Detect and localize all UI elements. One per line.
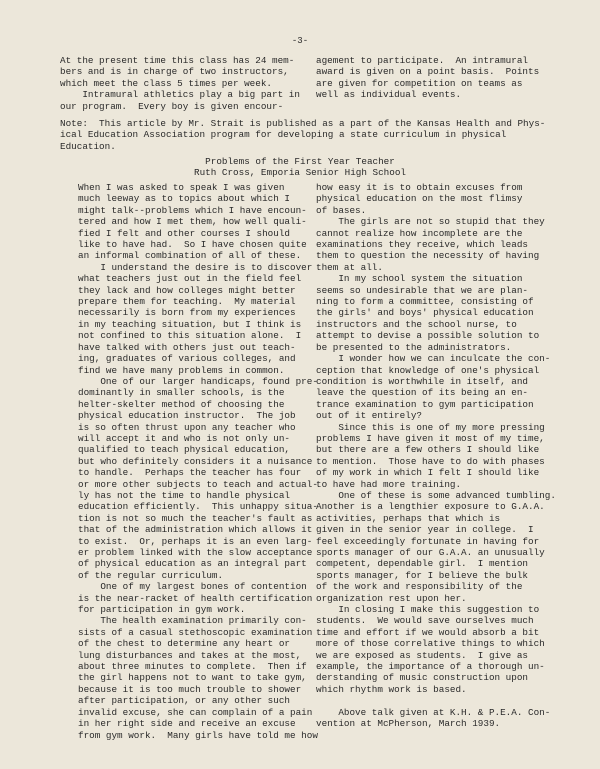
text-line: of bases. [316, 204, 367, 216]
text-line: instructors and the school nurse, to [316, 318, 517, 330]
text-line: One of these is some advanced tumbling. [316, 489, 556, 501]
text-line: is the near-racket of health certification [78, 592, 313, 604]
text-line: find we have many problems in common. [78, 364, 285, 376]
text-line: leave the question of its being an en- [316, 387, 529, 399]
text-line: Note: This article by Mr. Strait is published as a part of the Kansas Health and Phys- [60, 118, 546, 129]
text-line: might talk--problems which I have encoun- [78, 204, 307, 216]
text-line: I understand the desire is to discover [78, 261, 313, 273]
text-line: time and effort if we would absorb a bit [316, 626, 540, 638]
text-line: condition is worthwhile in itself, and [316, 375, 529, 387]
text-line: Intramural athletics play a big part in [60, 89, 300, 101]
text-line: how easy it is to obtain excuses from [316, 182, 523, 193]
text-line: trance examination to gym participation [316, 398, 534, 410]
article-heading [0, 156, 600, 179]
text-line: example, the importance of a thorough un- [316, 661, 545, 673]
text-line: prepare them for teaching. My material [78, 296, 296, 308]
text-line: organization rest upon her. [316, 592, 467, 604]
text-line: lung disturbances and takes at the most, [78, 649, 302, 661]
text-line: to have had more training. [316, 478, 462, 490]
text-line: in my teaching situation, but I think is [78, 318, 302, 330]
text-line: but who definitely considers it a nuisance [78, 455, 313, 467]
text-line: be presented to the administrators. [316, 341, 512, 353]
text-line: are given for competition on teams as [316, 77, 523, 89]
text-line: At the present time this class has 24 mem- [60, 55, 295, 66]
editor-note [60, 118, 545, 152]
text-line: in her right side and receive an excuse [78, 718, 296, 730]
text-line: competent, dependable girl. I mention [316, 558, 529, 570]
text-line: problems I have given it most of my time, [316, 432, 545, 444]
text-line: examinations they receive, which leads [316, 239, 529, 251]
text-line: ning to form a committee, consisting of [316, 296, 534, 308]
text-line: cannot realize how incomplete are the [316, 227, 523, 239]
text-line: because it is too much trouble to shower [78, 683, 302, 695]
text-line: to exist. Or, perhaps it is an even larg- [78, 535, 313, 547]
text-line: the girl happens not to want to take gym, [78, 672, 307, 684]
text-line: given in the senior year in college. I [316, 524, 534, 536]
text-line: award is given on a point basis. Points [316, 66, 540, 78]
text-line: ing, graduates of various colleges, and [78, 353, 296, 365]
text-line: attempt to devise a possible solution to [316, 330, 540, 342]
text-line: that of the administration which allows it [78, 524, 313, 536]
text-line: more of those correlative things to which [316, 638, 545, 650]
text-line: what teachers just out in the field feel [78, 273, 302, 285]
text-line: ception that knowledge of one's physical [316, 364, 540, 376]
text-line: after participation, or any other such [78, 695, 291, 707]
text-line: like to have had. So I have chosen quite [78, 239, 307, 251]
text-line: students. We would save ourselves much [316, 615, 534, 627]
text-line: have talked with others just out teach- [78, 341, 296, 353]
article-right-column [316, 182, 556, 729]
text-line: from gym work. Many girls have told me how [78, 729, 318, 741]
text-line: In my school system the situation [316, 273, 523, 285]
text-line: helter-skelter method of choosing the [78, 398, 285, 410]
text-line: the girls' and boys' physical education [316, 307, 534, 319]
text-line: Education. [60, 140, 116, 152]
text-line: or more other subjects to teach and actual- [78, 478, 318, 490]
text-line: tion is not so much the teacher's fault as [78, 512, 313, 524]
text-line: tered and how I met them, how well quali- [78, 216, 307, 228]
text-line: for participation in gym work. [78, 604, 246, 616]
text-line: education efficiently. This unhappy situa- [78, 501, 318, 513]
text-line: physical education instructor. The job [78, 410, 296, 422]
text-line: qualified to teach physical education, [78, 444, 291, 456]
text-line: to mention. Those have to do with phases [316, 455, 545, 467]
text-line: them to question the necessity of having [316, 250, 540, 262]
text-line: In closing I make this suggestion to [316, 604, 540, 616]
text-line: is so often thrust upon any teacher who [78, 421, 296, 433]
text-line: of the regular curriculum. [78, 569, 224, 581]
text-line: to handle. Perhaps the teacher has four [78, 467, 302, 479]
article-author: Ruth Cross, Emporia Senior High School [193, 167, 406, 179]
text-line: The girls are not so stupid that they [316, 216, 545, 228]
text-line: out of it entirely? [316, 410, 423, 422]
text-line: of the chest to determine any heart or [78, 638, 291, 650]
text-line: of the work and responsibility of the [316, 581, 523, 593]
text-line: The health examination primarily con- [78, 615, 307, 627]
text-line: about three minutes to complete. Then if [78, 661, 307, 673]
text-line: Above talk given at K.H. & P.E.A. Con- [316, 706, 551, 718]
text-line: them at all. [316, 261, 383, 273]
text-line: necessarily is born from my experiences [78, 307, 296, 319]
text-line: One of our larger handicaps, found pre- [78, 375, 318, 387]
text-line: fied I felt and other courses I should [78, 227, 291, 239]
text-line: seems so undesirable that we are plan- [316, 284, 529, 296]
top-right-column [316, 55, 539, 101]
text-line: Since this is one of my more pressing [316, 421, 545, 433]
text-line: When I was asked to speak I was given [78, 182, 285, 193]
text-line: vention at McPherson, March 1939. [316, 718, 501, 730]
article-left-column [78, 182, 318, 741]
text-line: er problem linked with the slow acceptance [78, 547, 313, 558]
text-line [316, 695, 556, 706]
text-line: which meet the class 5 times per week. [60, 77, 273, 89]
text-line: much leeway as to topics about which I [78, 193, 291, 205]
text-line: well as individual events. [316, 89, 462, 101]
article-title: Problems of the First Year Teacher [205, 156, 395, 167]
text-line: sports manager, for I believe the bulk [316, 569, 529, 581]
text-line: our program. Every boy is given encour- [60, 100, 284, 112]
text-line: I wonder how we can inculcate the con- [316, 353, 551, 365]
top-left-column [60, 55, 300, 112]
text-line: sports manager of our G.A.A. an unusually [316, 547, 545, 558]
text-line: dominantly in smaller schools, is the [78, 387, 285, 399]
text-line: which rhythm work is based. [316, 683, 467, 695]
text-line: ly has not the time to handle physical [78, 489, 291, 501]
text-line: an informal combination of all of these. [78, 250, 302, 262]
text-line: but there are a few others I should like [316, 444, 540, 456]
text-line: ical Education Association program for developing a state curriculum in physical [60, 129, 507, 141]
text-line: agement to participate. An intramural [316, 55, 529, 66]
text-line: bers and is in charge of two instructors, [60, 66, 289, 78]
text-line: will accept it and who is not only un- [78, 432, 291, 444]
text-line: Another is a lengthier exposure to G.A.A. [316, 501, 545, 513]
text-line: we are exposed as students. I give as [316, 649, 529, 661]
text-line: not confined to this situation alone. I [78, 330, 302, 342]
text-line: of my work in which I felt I should like [316, 467, 540, 479]
text-line: of physical education as an integral part [78, 558, 307, 570]
text-line: sists of a casual stethoscopic examination [78, 626, 313, 638]
text-line: activities, perhaps that which is [316, 512, 501, 524]
text-line: derstanding of music construction upon [316, 672, 529, 684]
text-line: invalid excuse, she can complain of a pain [78, 706, 313, 718]
text-line: they lack and how colleges might better [78, 284, 296, 296]
text-line: physical education on the most flimsy [316, 193, 523, 205]
page-number: -3- [291, 36, 309, 46]
text-line: One of my largest bones of contention [78, 581, 307, 593]
text-line: feel exceedingly fortunate in having for [316, 535, 540, 547]
